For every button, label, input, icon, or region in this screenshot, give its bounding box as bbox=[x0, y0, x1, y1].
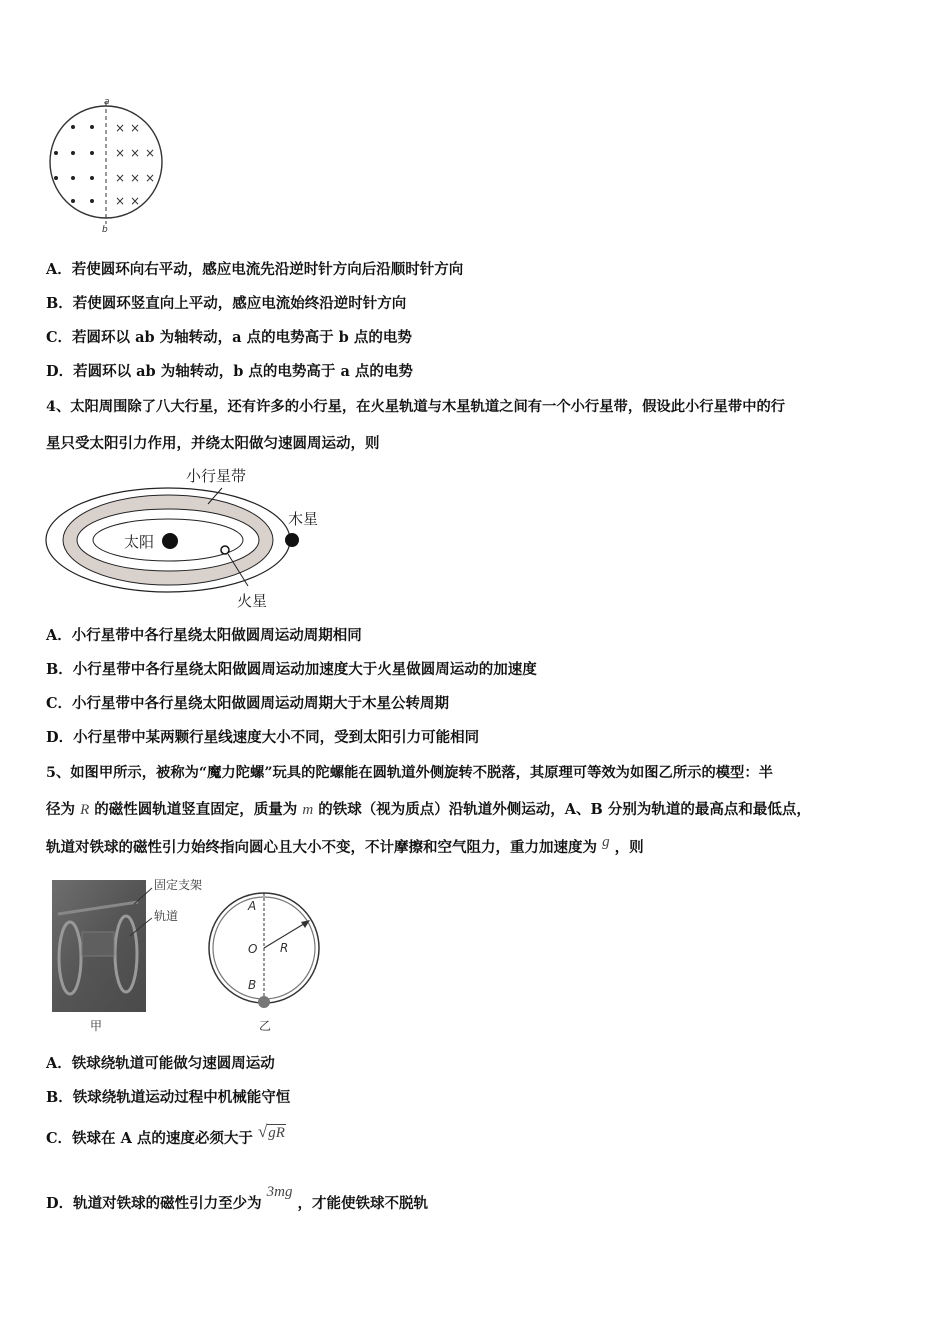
label-jia: 甲 bbox=[90, 1019, 103, 1033]
q5-stem-line1: 5、如图甲所示，被称为“魔力陀螺”玩具的陀螺能在圆轨道外侧旋转不脱落，其原理可等效为如图乙所示的模型：半 bbox=[46, 765, 773, 781]
var-g: g bbox=[602, 834, 610, 850]
q4-option-d: D．小行星带中某两颗行星线速度大小不同，受到太阳引力可能相同 bbox=[46, 729, 480, 746]
label-track: 轨道 bbox=[154, 909, 179, 923]
label-jupiter: 木星 bbox=[288, 510, 319, 528]
q3-option-c: C．若圆环以 ab 为轴转动，a 点的电势高于 b 点的电势 bbox=[46, 329, 412, 346]
sqrt-gR bbox=[258, 1122, 286, 1141]
svg-text:×: × bbox=[115, 146, 126, 160]
magnetic-field-circle-figure bbox=[44, 96, 174, 242]
q5-stem-line3-a: 轨道对铁球的磁性引力始终指向圆心且大小不变，不计摩擦和空气阻力，重力加速度为 bbox=[46, 839, 597, 856]
svg-text:×: × bbox=[115, 121, 126, 135]
q5-stem-line2-a: 径为 bbox=[46, 801, 75, 818]
asteroid-belt-figure bbox=[44, 460, 334, 612]
q3-option-b: B．若使圆环竖直向上平动，感应电流始终沿逆时针方向 bbox=[46, 295, 407, 312]
svg-text:×: × bbox=[115, 171, 126, 185]
q5-option-c bbox=[46, 1122, 286, 1149]
var-m: m bbox=[302, 802, 314, 818]
q4-stem-line2: 星只受太阳引力作用，并绕太阳做匀速圆周运动，则 bbox=[46, 435, 380, 452]
crosses-into-page bbox=[115, 121, 155, 208]
q4-option-a: A．小行星带中各行星绕太阳做圆周运动周期相同 bbox=[46, 627, 362, 644]
label-A: A bbox=[248, 899, 257, 913]
label-b: b bbox=[102, 225, 108, 235]
svg-text:×: × bbox=[130, 146, 141, 160]
dots-out-of-page bbox=[54, 125, 94, 203]
var-R: R bbox=[80, 802, 90, 818]
label-yi: 乙 bbox=[259, 1019, 272, 1033]
q5-option-a: A．铁球绕轨道可能做匀速圆周运动 bbox=[46, 1055, 275, 1072]
label-sun: 太阳 bbox=[124, 533, 155, 551]
q4-option-b: B．小行星带中各行星绕太阳做圆周运动加速度大于火星做圆周运动的加速度 bbox=[46, 661, 537, 678]
math-3mg: 3mg bbox=[266, 1184, 293, 1200]
iron-ball bbox=[258, 996, 270, 1008]
svg-text:×: × bbox=[145, 171, 156, 185]
q5-stem-line2-c: 的铁球（视为质点）沿轨道外侧运动，A、B 分别为轨道的最高点和最低点， bbox=[318, 801, 811, 818]
label-mars: 火星 bbox=[237, 592, 268, 610]
q5-option-b: B．铁球绕轨道运动过程中机械能守恒 bbox=[46, 1089, 291, 1106]
q4-stem-line1: 4、太阳周围除了八大行星，还有许多的小行星，在火星轨道与木星轨道之间有一个小行星带，假设此小行星带中的行 bbox=[46, 399, 786, 415]
q3-option-a: A．若使圆环向右平动，感应电流先沿逆时针方向后沿顺时针方向 bbox=[46, 261, 464, 278]
label-a: a bbox=[104, 97, 110, 107]
svg-text:×: × bbox=[145, 146, 156, 160]
jupiter bbox=[285, 533, 299, 547]
q5-stem-line2-b: 的磁性圆轨道竖直固定，质量为 bbox=[94, 801, 298, 818]
q5-stem-line3-b: ，则 bbox=[614, 839, 644, 856]
label-O: O bbox=[248, 942, 258, 956]
q5-option-d bbox=[46, 1184, 429, 1214]
track-model-figure bbox=[206, 878, 326, 1038]
q5-stem-line2 bbox=[46, 800, 811, 820]
svg-text:×: × bbox=[130, 194, 141, 208]
q5-option-d-text-b: ，才能使铁球不脱轨 bbox=[297, 1195, 429, 1212]
sqrt-radicand: gR bbox=[268, 1125, 285, 1141]
svg-text:×: × bbox=[115, 194, 126, 208]
label-asteroid-belt: 小行星带 bbox=[186, 467, 247, 485]
q5-stem-line3 bbox=[46, 834, 644, 858]
label-fixed-bracket: 固定支架 bbox=[154, 878, 203, 892]
svg-text:×: × bbox=[130, 171, 141, 185]
q5-option-d-text-a: D．轨道对铁球的磁性引力至少为 bbox=[46, 1195, 262, 1212]
sun bbox=[162, 533, 178, 549]
sqrt-symbol: √ bbox=[257, 1122, 268, 1141]
mars bbox=[221, 546, 229, 554]
label-B: B bbox=[248, 978, 257, 992]
svg-text:×: × bbox=[130, 121, 141, 135]
q3-option-d: D．若圆环以 ab 为轴转动，b 点的电势高于 a 点的电势 bbox=[46, 363, 413, 380]
photo-box bbox=[82, 932, 114, 956]
label-R: R bbox=[280, 941, 289, 955]
q5-option-c-text: C．铁球在 A 点的速度必须大于 bbox=[46, 1130, 253, 1147]
q4-option-c: C．小行星带中各行星绕太阳做圆周运动周期大于木星公转周期 bbox=[46, 695, 450, 712]
